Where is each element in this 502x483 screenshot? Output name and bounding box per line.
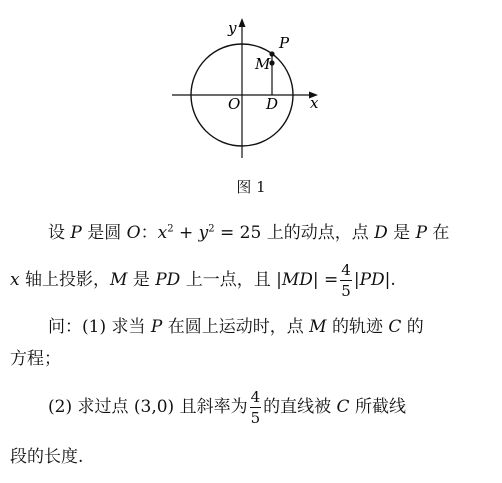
point-d-label: D: [266, 95, 279, 113]
fraction-4-5: $\frac{4}{5}$: [341, 261, 351, 300]
question-2-line-1: (2) 求过点 (3,0) 且斜率为 $\frac{4}{5}$ 的直线被 C 所截线: [48, 388, 406, 427]
origin-label: O: [228, 95, 241, 113]
figure-caption: 图 1: [236, 178, 266, 196]
fraction-slope: $\frac{4}{5}$: [250, 388, 261, 427]
question-2-line-2: 段的长度.: [10, 447, 84, 467]
circle-figure: [0, 0, 502, 180]
y-axis-label: y: [228, 19, 237, 37]
problem-line-1: 设 P 是圆 O：$x^2 + y^2 = 25$ 上的动点，点 D 是 P 在: [48, 223, 450, 243]
problem-line-2: x 轴上投影，M 是 PD 上一点，且 |MD| = $\frac{4}{5}$ |PD|.: [10, 261, 396, 300]
point-m-label: M: [255, 55, 271, 73]
point-p-label: P: [279, 34, 290, 52]
question-1-line-2: 方程；: [10, 349, 61, 369]
x-axis-label: x: [310, 94, 319, 112]
question-1-line-1: 问：(1) 求当 P 在圆上运动时，点 M 的轨迹 C 的: [48, 317, 424, 337]
y-axis-arrow: [239, 18, 246, 27]
